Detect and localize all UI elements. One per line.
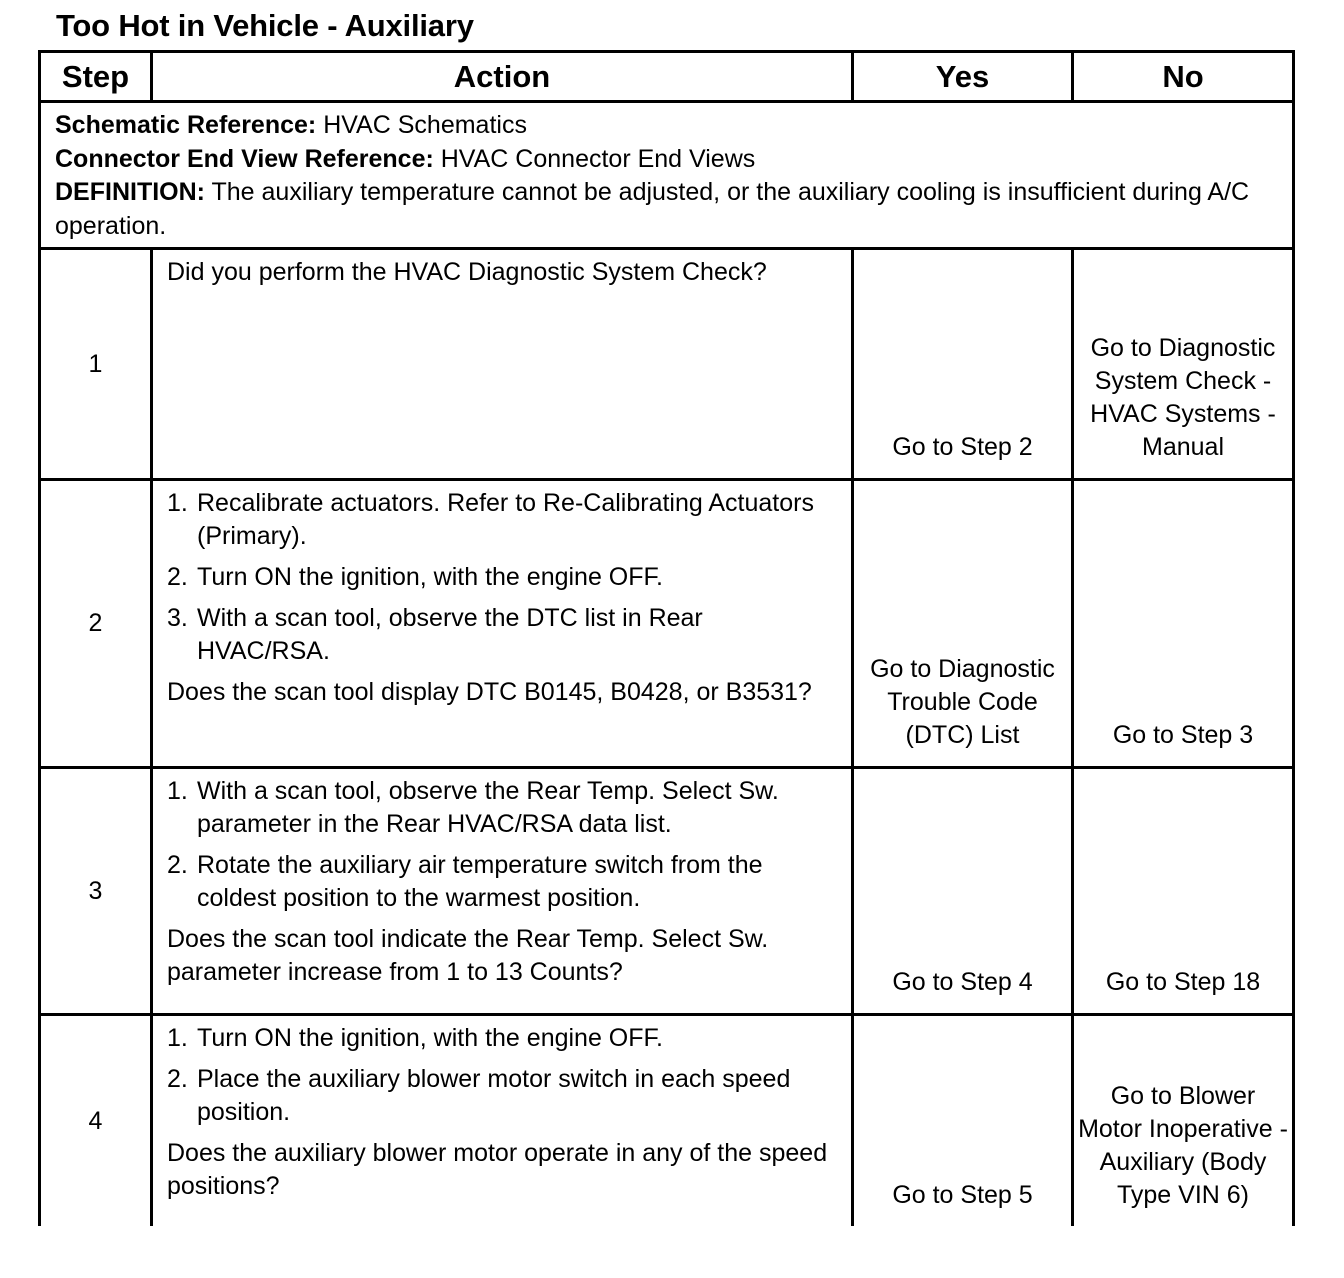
list-item (167, 775, 837, 841)
step-number: 3 (41, 769, 153, 1013)
action-cell (153, 769, 854, 1013)
list-text: Recalibrate actuators. Refer to Re-Calibrating Actuators (Primary). (197, 489, 814, 550)
yes-text: Go to Step 4 (892, 968, 1033, 996)
list-item (167, 849, 837, 915)
schematic-reference-label: Schematic Reference: (55, 111, 317, 139)
list-item (167, 1063, 837, 1129)
no-text: Go to Step 3 (1112, 721, 1254, 749)
action-cell (153, 481, 854, 766)
table-row (41, 1016, 1292, 1226)
connector-reference-value: HVAC Connector End Views (440, 144, 756, 173)
diagnostic-table (38, 50, 1295, 1226)
list-number: 3. (167, 604, 188, 632)
yes-cell (854, 481, 1074, 766)
table-row (41, 250, 1292, 481)
connector-reference (55, 143, 1278, 177)
definition-label: DEFINITION: (55, 178, 205, 206)
list-text: Rotate the auxiliary air temperature switch from the coldest position to the warmest position. (197, 851, 763, 912)
header-action: Action (153, 53, 854, 100)
page-title: Too Hot in Vehicle - Auxiliary (56, 8, 474, 43)
list-item (167, 487, 837, 553)
no-cell (1074, 1016, 1292, 1226)
list-item (167, 561, 837, 594)
no-cell (1074, 769, 1292, 1013)
list-number: 2. (167, 563, 188, 591)
action-question: Does the auxiliary blower motor operate in any of the speed positions? (167, 1139, 828, 1200)
list-text: With a scan tool, observe the DTC list in Rear HVAC/RSA. (197, 604, 703, 665)
list-number: 1. (167, 489, 188, 517)
connector-reference-label: Connector End View Reference: (55, 144, 434, 173)
list-item (167, 1022, 837, 1055)
list-number: 1. (167, 1024, 188, 1052)
no-text: Go to Diagnostic System Check - HVAC Systems - Manual (1090, 334, 1276, 461)
action-list (167, 487, 837, 668)
schematic-reference (55, 109, 1278, 143)
action-question: Does the scan tool indicate the Rear Temp. Select Sw. parameter increase from 1 to 13 Counts? (167, 925, 769, 986)
yes-text: Go to Step 2 (892, 433, 1033, 461)
no-cell (1074, 481, 1292, 766)
yes-cell (854, 250, 1074, 478)
no-text: Go to Blower Motor Inoperative - Auxiliary (Body Type VIN 6) (1078, 1082, 1288, 1209)
definition (55, 176, 1278, 243)
list-number: 2. (167, 1065, 188, 1093)
reference-block (41, 103, 1292, 250)
action-question: Did you perform the HVAC Diagnostic System Check? (167, 258, 767, 286)
action-list (167, 1022, 837, 1129)
action-cell (153, 1016, 854, 1226)
list-text: Turn ON the ignition, with the engine OFF. (197, 563, 663, 591)
table-row (41, 481, 1292, 769)
list-text: Place the auxiliary blower motor switch in each speed position. (197, 1065, 791, 1126)
header-step: Step (41, 53, 153, 100)
list-text: With a scan tool, observe the Rear Temp. Select Sw. parameter in the Rear HVAC/RSA data list. (197, 777, 779, 838)
yes-text: Go to Step 5 (892, 1181, 1033, 1209)
step-number: 1 (41, 250, 153, 478)
no-cell (1074, 250, 1292, 478)
action-question: Does the scan tool display DTC B0145, B0428, or B3531? (167, 678, 812, 706)
action-list (167, 775, 837, 915)
schematic-reference-value: HVAC Schematics (323, 111, 527, 139)
yes-cell (854, 1016, 1074, 1226)
table-header-row (41, 53, 1292, 103)
table-row (41, 769, 1292, 1016)
list-item (167, 602, 837, 668)
yes-text: Go to Diagnostic Trouble Code (DTC) List (870, 655, 1055, 749)
header-no: No (1162, 58, 1204, 94)
step-number: 2 (41, 481, 153, 766)
step-number: 4 (41, 1016, 153, 1226)
list-number: 1. (167, 777, 188, 805)
list-text: Turn ON the ignition, with the engine OFF. (197, 1024, 663, 1052)
definition-value: The auxiliary temperature cannot be adjusted, or the auxiliary cooling is insufficient during A/C operation. (55, 178, 1250, 240)
yes-cell (854, 769, 1074, 1013)
list-number: 2. (167, 851, 188, 879)
action-cell (153, 250, 854, 478)
header-yes: Yes (854, 53, 1074, 100)
no-text: Go to Step 18 (1105, 968, 1261, 996)
